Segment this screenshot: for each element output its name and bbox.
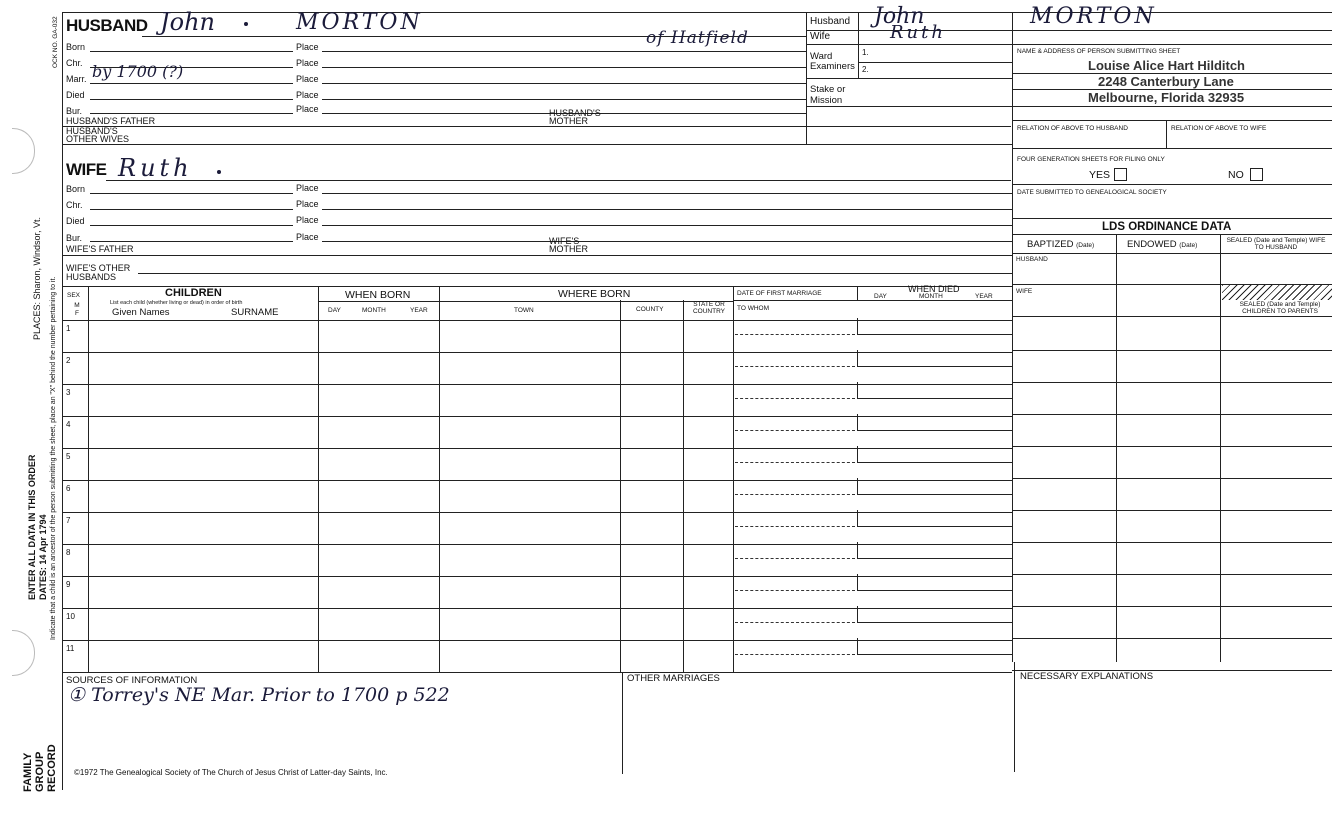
husband-other-wives-label: HUSBAND'S OTHER WIVES xyxy=(66,126,130,144)
col-state xyxy=(683,300,684,672)
endowed-text: ENDOWED xyxy=(1127,239,1177,250)
ward-bottom-line xyxy=(806,78,1012,79)
county-header: COUNTY xyxy=(636,306,664,313)
husband-chr-place-label: Place xyxy=(296,58,319,68)
stake-mission-label: Stake or Mission xyxy=(810,84,846,106)
child-row-number: 2 xyxy=(66,356,71,365)
header-husband-given: John xyxy=(874,4,925,29)
husband-born-place-line xyxy=(322,51,806,52)
lds-child-row-line xyxy=(1012,446,1332,447)
lds-header-bottom xyxy=(1012,253,1332,254)
day-header: DAY xyxy=(328,307,341,314)
lds-wife-row-label: WIFE xyxy=(1016,288,1033,295)
wife-died-label: Died xyxy=(66,216,85,226)
no-label: NO xyxy=(1228,169,1244,181)
baptized-label xyxy=(1027,240,1094,251)
husband-bur-line xyxy=(90,113,293,114)
wife-chr-line xyxy=(90,209,293,210)
punch-hole xyxy=(12,128,35,174)
child-row-number: 1 xyxy=(66,324,71,333)
lds-child-row-line xyxy=(1012,414,1332,415)
child-died-tick xyxy=(857,478,858,494)
date-submitted-label: DATE SUBMITTED TO GENEALOGICAL SOCIETY xyxy=(1017,189,1167,196)
wife-born-label: Born xyxy=(66,184,86,194)
col-county xyxy=(620,300,621,672)
husband-born-line xyxy=(90,51,293,52)
when-died-header: WHEN DIED xyxy=(908,284,960,294)
child-row-number: 3 xyxy=(66,388,71,397)
wife-heading: WIFE xyxy=(66,160,107,179)
child-marriage-line xyxy=(735,462,855,463)
child-row-line xyxy=(62,480,1012,481)
child-marriage-line xyxy=(735,590,855,591)
husband-mother-line xyxy=(596,126,1011,127)
lds-child-row-line xyxy=(1012,638,1332,639)
sources-label: SOURCES OF INFORMATION xyxy=(66,675,198,686)
submitter-line-3 xyxy=(1012,106,1332,107)
lds-title: LDS ORDINANCE DATA xyxy=(1102,221,1232,233)
header-wife-line xyxy=(806,44,1332,45)
child-died-tick xyxy=(857,446,858,462)
wife-bur-place-label: Place xyxy=(296,232,319,242)
wife-other-husbands-label: WIFE'S OTHER HUSBANDS xyxy=(66,263,131,282)
relation-husband-label: RELATION OF ABOVE TO HUSBAND xyxy=(1017,125,1128,132)
child-died-line xyxy=(857,366,1012,367)
when-born-header: WHEN BORN xyxy=(345,289,411,301)
lds-wife-row-bottom xyxy=(1012,316,1332,317)
form-number: OCK NO. GA-032 xyxy=(52,16,59,68)
child-row-line xyxy=(62,512,1012,513)
child-marriage-line xyxy=(735,334,855,335)
child-row-line xyxy=(62,416,1012,417)
yes-label: YES xyxy=(1089,169,1111,181)
left-border xyxy=(62,12,63,742)
lds-child-row-line xyxy=(1012,510,1332,511)
header-box-divider xyxy=(858,12,859,78)
submitter-city: Melbourne, Florida 32935 xyxy=(1088,90,1245,105)
husband-father-line xyxy=(62,126,606,127)
child-marriage-line xyxy=(735,398,855,399)
wife-died-place-label: Place xyxy=(296,215,319,225)
wife-died-place-line xyxy=(322,225,1012,226)
header-husband-surname: MORTON xyxy=(1030,4,1157,29)
other-marriages-divider xyxy=(622,672,623,774)
child-row-number: 11 xyxy=(66,644,75,653)
first-marr-divider xyxy=(733,300,1012,301)
wife-bur-label: Bur. xyxy=(66,233,83,243)
col-sex xyxy=(88,286,89,672)
sealed-hatched-cell xyxy=(1222,285,1332,300)
right-panel-divider xyxy=(1012,12,1013,662)
submitter-label: NAME & ADDRESS OF PERSON SUBMITTING SHEET xyxy=(1017,48,1181,55)
wife-born-place-label: Place xyxy=(296,183,319,193)
sealed-wife-label: SEALED (Date and Temple) WIFE TO HUSBAND xyxy=(1226,237,1326,251)
wife-born-line xyxy=(90,193,293,194)
child-died-line xyxy=(857,462,1012,463)
four-gen-bottom xyxy=(1012,184,1332,185)
lds-child-row-line xyxy=(1012,350,1332,351)
child-row-number: 4 xyxy=(66,420,71,429)
husband-marr-place-line xyxy=(322,83,806,84)
examiner-divider xyxy=(858,62,1012,63)
wife-died-line xyxy=(90,225,293,226)
child-row-line xyxy=(62,544,1012,545)
wife-chr-place-line xyxy=(322,209,1012,210)
child-died-tick xyxy=(857,382,858,398)
husband-marr-label: Marr. xyxy=(66,74,87,84)
wife-name-mark xyxy=(217,170,221,174)
husband-mother-label: HUSBAND'S MOTHER xyxy=(549,108,601,126)
lds-col-divider-2 xyxy=(1220,234,1221,662)
child-marriage-line xyxy=(735,654,855,655)
submitter-street: 2248 Canterbury Lane xyxy=(1098,74,1234,89)
relation-wife-label: RELATION OF ABOVE TO WIFE xyxy=(1171,125,1267,132)
husband-of-place: of Hatfield xyxy=(646,28,749,48)
child-died-tick xyxy=(857,414,858,430)
wife-chr-place-label: Place xyxy=(296,199,319,209)
submitter-name: Louise Alice Hart Hilditch xyxy=(1088,58,1245,73)
child-died-line xyxy=(857,622,1012,623)
child-marriage-line xyxy=(735,558,855,559)
header-husband-line xyxy=(806,30,1332,31)
month-header: MONTH xyxy=(362,307,386,314)
husband-chr-label: Chr. xyxy=(66,58,83,68)
child-died-line xyxy=(857,398,1012,399)
husband-born-label: Born xyxy=(66,42,86,52)
child-marriage-line xyxy=(735,430,855,431)
child-marriage-line xyxy=(735,366,855,367)
husband-heading: HUSBAND xyxy=(66,16,148,35)
husband-marr-line xyxy=(90,83,293,84)
where-born-header: WHERE BORN xyxy=(558,288,631,300)
wife-chr-label: Chr. xyxy=(66,200,83,210)
husband-surname: MORTON xyxy=(296,10,423,35)
col-marriage xyxy=(733,286,734,672)
husband-died-line xyxy=(90,99,293,100)
left-border xyxy=(62,665,63,790)
baptized-date-text: (Date) xyxy=(1076,242,1095,249)
to-whom-header: TO WHOM xyxy=(737,305,770,312)
husband-born-place-label: Place xyxy=(296,42,319,52)
baptized-text: BAPTIZED xyxy=(1027,239,1074,250)
lds-child-row-line xyxy=(1012,542,1332,543)
husband-died-label: Died xyxy=(66,90,85,100)
husband-chr-place-line xyxy=(322,67,806,68)
form-title-line2: GROUP xyxy=(34,751,46,792)
child-row-line xyxy=(62,384,1012,385)
lds-title-bottom xyxy=(1012,234,1332,235)
when-born-divider xyxy=(318,301,733,302)
died-day-header: DAY xyxy=(874,293,887,300)
child-died-line xyxy=(857,654,1012,655)
relation-bottom xyxy=(1012,148,1332,149)
died-month-header: MONTH xyxy=(919,293,943,300)
endowed-label xyxy=(1127,240,1197,251)
lds-col-divider-1 xyxy=(1116,234,1117,662)
form-title-line1: FAMILY xyxy=(22,752,34,792)
child-died-line xyxy=(857,430,1012,431)
yes-checkbox[interactable] xyxy=(1114,168,1127,181)
copyright-text: ©1972 The Genealogical Society of The Church of Jesus Christ of Latter-day Saints, Inc. xyxy=(74,768,388,777)
date-submitted-bottom xyxy=(1012,218,1332,219)
header-wife-given: Ruth xyxy=(890,22,946,43)
lds-child-row-line xyxy=(1012,478,1332,479)
source-entry: ① Torrey's NE Mar. Prior to 1700 p 522 xyxy=(68,684,450,706)
sex-header: SEX xyxy=(67,292,81,299)
town-header: TOWN xyxy=(514,307,534,314)
wife-father-label: WIFE'S FATHER xyxy=(66,244,134,254)
child-marriage-line xyxy=(735,622,855,623)
lds-child-row-line xyxy=(1012,606,1332,607)
surname-header: SURNAME xyxy=(231,307,279,318)
husband-name-mark xyxy=(244,22,248,26)
child-row-number: 5 xyxy=(66,452,71,461)
punch-hole xyxy=(12,630,35,676)
husband-given-name: John xyxy=(160,8,215,36)
header-wife-label: Wife xyxy=(810,31,830,42)
ancestor-instruction: Indicate that a child is an ancestor of the person submitting the sheet, place an "X" behind the number pertaining to it. xyxy=(50,276,57,640)
submitter-bottom xyxy=(1012,120,1332,121)
wife-born-place-line xyxy=(322,193,1012,194)
child-died-tick xyxy=(857,510,858,526)
children-header-bottom xyxy=(62,320,1012,321)
husband-marr-value: by 1700 (?) xyxy=(92,62,184,81)
wife-bur-place-line xyxy=(322,241,1012,242)
child-row-line xyxy=(62,640,1012,641)
child-died-line xyxy=(857,334,1012,335)
lds-child-row-line xyxy=(1012,382,1332,383)
examiner-1-label: 1. xyxy=(862,48,869,57)
child-died-tick xyxy=(857,574,858,590)
child-died-tick xyxy=(857,638,858,654)
first-marriage-header: DATE OF FIRST MARRIAGE xyxy=(737,290,822,297)
child-died-tick xyxy=(857,606,858,622)
no-checkbox[interactable] xyxy=(1250,168,1263,181)
col-where-born xyxy=(439,286,440,672)
year-header: YEAR xyxy=(410,307,428,314)
died-year-header: YEAR xyxy=(975,293,993,300)
wife-bur-line xyxy=(90,241,293,242)
stake-bottom-line xyxy=(806,106,1012,107)
mf-header: M F xyxy=(74,302,80,317)
places-note: PLACES: Sharon, Windsor, Vt. xyxy=(32,216,42,340)
state-header: STATE OR COUNTRY xyxy=(692,301,726,315)
dates-note: DATES: 14 Apr 1794 xyxy=(38,514,48,600)
examiner-2-label: 2. xyxy=(862,65,869,74)
husband-died-place-label: Place xyxy=(296,90,319,100)
child-row-line xyxy=(62,608,1012,609)
explanations-divider xyxy=(1014,662,1015,772)
ward-examiners-label: Ward Examiners xyxy=(810,51,855,72)
child-row-line xyxy=(62,352,1012,353)
child-row-number: 9 xyxy=(66,580,71,589)
child-died-line xyxy=(857,494,1012,495)
child-row-number: 10 xyxy=(66,612,75,621)
child-died-line xyxy=(857,590,1012,591)
form-title-line3: RECORD xyxy=(46,744,58,792)
husband-bur-place-label: Place xyxy=(296,104,319,114)
child-died-tick xyxy=(857,318,858,334)
col-when-died xyxy=(857,286,858,300)
child-row-number: 8 xyxy=(66,548,71,557)
lds-husband-row-label: HUSBAND xyxy=(1016,256,1048,263)
sealed-children-label: SEALED (Date and Temple) CHILDREN TO PARENTS xyxy=(1239,301,1321,315)
husband-bur-label: Bur. xyxy=(66,106,83,116)
endowed-date-text: (Date) xyxy=(1179,242,1198,249)
husband-father-label: HUSBAND'S FATHER xyxy=(66,116,156,126)
other-marriages-label: OTHER MARRIAGES xyxy=(627,673,720,684)
wife-mother-line xyxy=(592,255,1012,256)
relation-divider xyxy=(1166,120,1167,148)
children-table-bottom xyxy=(62,672,1012,673)
child-row-line xyxy=(62,448,1012,449)
child-died-line xyxy=(857,526,1012,527)
wife-other-husbands-line xyxy=(138,273,1012,274)
wife-name-line xyxy=(106,180,1011,181)
four-gen-label: FOUR GENERATION SHEETS FOR FILING ONLY xyxy=(1017,156,1165,163)
col-when-born xyxy=(318,286,319,672)
children-instruction: List each child (whether living or dead) in order of birth xyxy=(110,300,243,306)
husband-died-place-line xyxy=(322,99,806,100)
wife-given-name: Ruth xyxy=(118,154,193,182)
given-names-header: Given Names xyxy=(112,307,170,318)
lds-child-row-line xyxy=(1012,574,1332,575)
child-died-tick xyxy=(857,542,858,558)
child-died-tick xyxy=(857,350,858,366)
form-title xyxy=(22,744,58,792)
wife-mother-label: WIFE'S MOTHER xyxy=(549,236,588,254)
necessary-explanations-label: NECESSARY EXPLANATIONS xyxy=(1020,671,1154,682)
wife-father-line xyxy=(62,255,596,256)
child-marriage-line xyxy=(735,494,855,495)
husband-marr-place-label: Place xyxy=(296,74,319,84)
child-marriage-line xyxy=(735,526,855,527)
enter-order-note: ENTER ALL DATA IN THIS ORDER xyxy=(27,454,37,600)
child-row-number: 6 xyxy=(66,484,71,493)
child-died-line xyxy=(857,558,1012,559)
children-title: CHILDREN xyxy=(165,287,222,299)
header-husband-label: Husband xyxy=(810,16,851,27)
husband-other-wives-line xyxy=(62,144,1012,145)
child-row-line xyxy=(62,576,1012,577)
child-row-number: 7 xyxy=(66,516,71,525)
